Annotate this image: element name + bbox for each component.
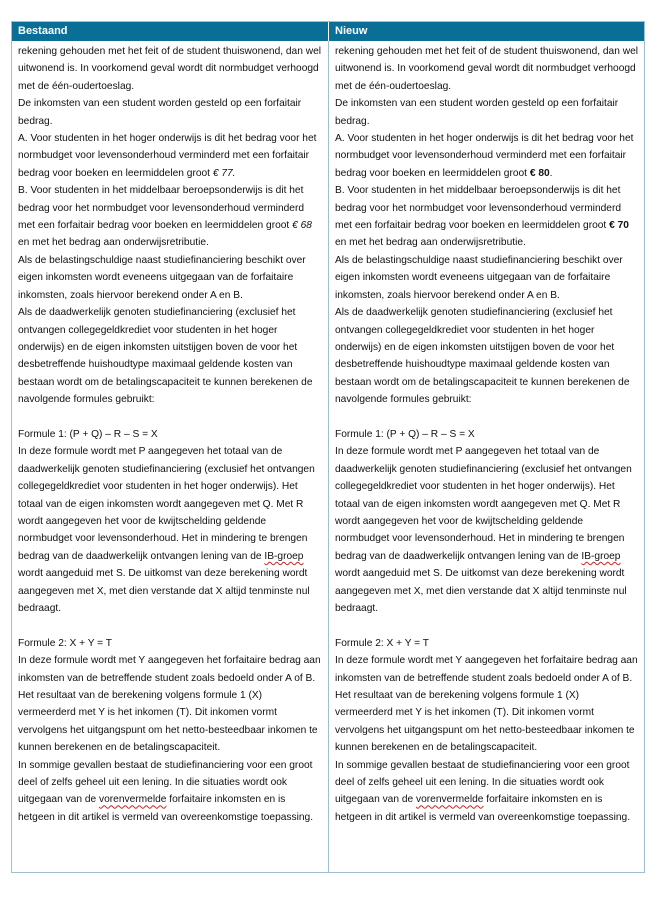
paragraph-rekening: rekening gehouden met het feit of de student thuiswonend, dan wel uitwonend is. In voorkomend geval wordt dit normbudget verhoogd met de één-oudertoeslag. <box>18 46 322 92</box>
paragraph-formula-2: In deze formule wordt met Y aangegeven het forfaitaire bedrag aan inkomsten van de betreffende student zoals bedoeld onder A of B. Het resultaat van de berekening volgens formule 1 (X) vermeerderd met Y is het inkomen (T). Dit inkomen vormt vervolgens het uitgangspunt om het netto-besteedbaar inkomen te kunnen berekenen en de betalingscapaciteit. <box>18 655 321 754</box>
column-bestaand <box>12 41 329 872</box>
amount-b: € 70 <box>609 220 629 232</box>
formula-2: Formule 2: X + Y = T <box>335 637 429 649</box>
ib-groep-term: IB-groep <box>581 550 621 562</box>
paragraph-daadwerkelijk: Als de daadwerkelijk genoten studiefinanciering (exclusief het ontvangen collegegeldkrediet voor studenten in het hoger onderwijs) en de eigen inkomsten uitstijgen boven de voor het desbetreffende huishoudtype maximaal geldende kosten van bestaan wordt om de betalingscapaciteit te kunnen berekenen de navolgende formules gebruikt: <box>335 307 630 406</box>
paragraph-lening-end: forfaitaire inkomsten en is hetgeen in dit artikel is vermeld van overeenkomstige toepassing. <box>335 794 631 823</box>
paragraph-inkomsten: De inkomsten van een student worden gesteld op een forfaitair bedrag. <box>335 98 619 127</box>
paragraph-lening <box>18 757 322 827</box>
paragraph-formula-1-text: In deze formule wordt met P aangegeven het totaal van de daadwerkelijk genoten studiefinanciering (exclusief het ontvangen collegegeldkrediet voor studenten in het hoger onderwijs). Het totaal van de eigen inkomsten wordt aangegeven met Q. Met R wordt aangegeven het voor de kwijtschelding geldende normbudget voor levensonderhoud. Het in mindering te brengen bedrag van de daadwerkelijk ontvangen lening van de <box>18 446 315 562</box>
paragraph-lening-text: In sommige gevallen bestaat de studiefinanciering voor een groot deel of zelfs geheel uit een lening. In die situaties wordt ook uitgegaan van de <box>335 759 630 806</box>
paragraph-b-text: B. Voor studenten in het middelbaar beroepsonderwijs is dit het bedrag voor het normbudget voor levensonderhoud verminderd met een forfaitair bedrag voor boeken en leermiddelen groot <box>18 185 304 232</box>
paragraph-b-end: en met het bedrag aan onderwijsretributie. <box>335 237 526 249</box>
spacer <box>335 409 638 426</box>
paragraph-a: A. Voor studenten in het hoger onderwijs is dit het bedrag voor het normbudget voor levensonderhoud verminderd met een forfaitair bedrag voor boeken en leermiddelen groot € 80. <box>335 133 634 179</box>
paragraph-formula-2: In deze formule wordt met Y aangegeven het forfaitaire bedrag aan inkomsten van de betreffende student zoals bedoeld onder A of B. Het resultaat van de berekening volgens formule 1 (X) vermeerderd met Y is het inkomen (T). Dit inkomen vormt vervolgens het uitgangspunt om het netto-besteedbaar inkomen te kunnen berekenen en de betalingscapaciteit. <box>335 655 638 754</box>
paragraph-rekening: rekening gehouden met het feit of de student thuiswonend, dan wel uitwonend is. In voorkomend geval wordt dit normbudget verhoogd met de één-oudertoeslag. <box>335 46 639 92</box>
amount-a: € 80 <box>529 167 550 179</box>
paragraph-lening-end: forfaitaire inkomsten en is hetgeen in dit artikel is vermeld van overeenkomstige toepassing. <box>18 794 314 823</box>
paragraph-daadwerkelijk: Als de daadwerkelijk genoten studiefinanciering (exclusief het ontvangen collegegeldkrediet voor studenten in het hoger onderwijs) en de eigen inkomsten uitstijgen boven de voor het desbetreffende huishoudtype maximaal geldende kosten van bestaan wordt om de betalingscapaciteit te kunnen berekenen de navolgende formules gebruikt: <box>18 307 313 406</box>
paragraph-b-end: en met het bedrag aan onderwijsretributie. <box>18 237 209 249</box>
vorenvermelde-term: vorenvermelde <box>99 794 167 806</box>
comparison-table <box>11 21 645 873</box>
table-body <box>12 41 644 872</box>
header-nieuw: Nieuw <box>335 25 368 37</box>
paragraph-eigen-inkomsten: Als de belastingschuldige naast studiefinanciering beschikt over eigen inkomsten wordt eveneens uitgegaan van de forfaitaire inkomsten, zoals hiervoor berekend onder A en B. <box>18 254 306 301</box>
spacer <box>18 617 322 634</box>
paragraph-a-text: A. Voor studenten in het hoger onderwijs is dit het bedrag voor het normbudget voor levensonderhoud verminderd met een forfaitair bedrag voor boeken en leermiddelen groot <box>18 133 317 179</box>
paragraph-b <box>335 182 638 252</box>
column-nieuw <box>329 41 644 872</box>
paragraph-formula-1-text: In deze formule wordt met P aangegeven het totaal van de daadwerkelijk genoten studiefinanciering (exclusief het ontvangen collegegeldkrediet voor studenten in het hoger onderwijs). Het totaal van de eigen inkomsten wordt aangegeven met Q. Met R wordt aangegeven het voor de kwijtschelding geldende normbudget voor levensonderhoud. Het in mindering te brengen bedrag van de daadwerkelijk ontvangen lening van de <box>335 446 632 562</box>
paragraph-b-text: B. Voor studenten in het middelbaar beroepsonderwijs is dit het bedrag voor het normbudget voor levensonderhoud verminderd met een forfaitair bedrag voor boeken en leermiddelen groot <box>335 185 621 232</box>
amount-b: € 68 <box>292 220 312 232</box>
paragraph-a-text: A. Voor studenten in het hoger onderwijs is dit het bedrag voor het normbudget voor levensonderhoud verminderd met een forfaitair bedrag voor boeken en leermiddelen groot <box>335 133 634 179</box>
formula-2: Formule 2: X + Y = T <box>18 637 112 649</box>
paragraph-eigen-inkomsten: Als de belastingschuldige naast studiefinanciering beschikt over eigen inkomsten wordt eveneens uitgegaan van de forfaitaire inkomsten, zoals hiervoor berekend onder A en B. <box>335 254 623 301</box>
vorenvermelde-term: vorenvermelde <box>416 794 484 806</box>
header-bestaand: Bestaand <box>12 22 329 41</box>
paragraph-inkomsten: De inkomsten van een student worden gesteld op een forfaitair bedrag. <box>18 98 302 127</box>
formula-1: Formule 1: (P + Q) – R – S = X <box>18 428 158 440</box>
paragraph-lening-text: In sommige gevallen bestaat de studiefinanciering voor een groot deel of zelfs geheel uit een lening. In die situaties wordt ook uitgegaan van de <box>18 759 313 806</box>
paragraph-lening <box>335 757 638 827</box>
paragraph-a <box>18 130 322 182</box>
spacer <box>335 617 638 634</box>
ib-groep-term: IB-groep <box>264 550 304 562</box>
spacer <box>18 409 322 426</box>
amount-a: € 77. <box>212 167 236 179</box>
table-header <box>12 22 644 41</box>
paragraph-formula-1 <box>18 443 322 617</box>
paragraph-formula-1-end: wordt aangeduid met S. De uitkomst van deze berekening wordt aangegeven met X, met dien verstande dat X altijd tenminste nul bedraagt. <box>18 568 310 614</box>
paragraph-formula-1 <box>335 443 638 617</box>
paragraph-formula-1-end: wordt aangeduid met S. De uitkomst van deze berekening wordt aangegeven met X, met dien verstande dat X altijd tenminste nul bedraagt. <box>335 568 627 614</box>
paragraph-b <box>18 182 322 252</box>
formula-1: Formule 1: (P + Q) – R – S = X <box>335 428 475 440</box>
